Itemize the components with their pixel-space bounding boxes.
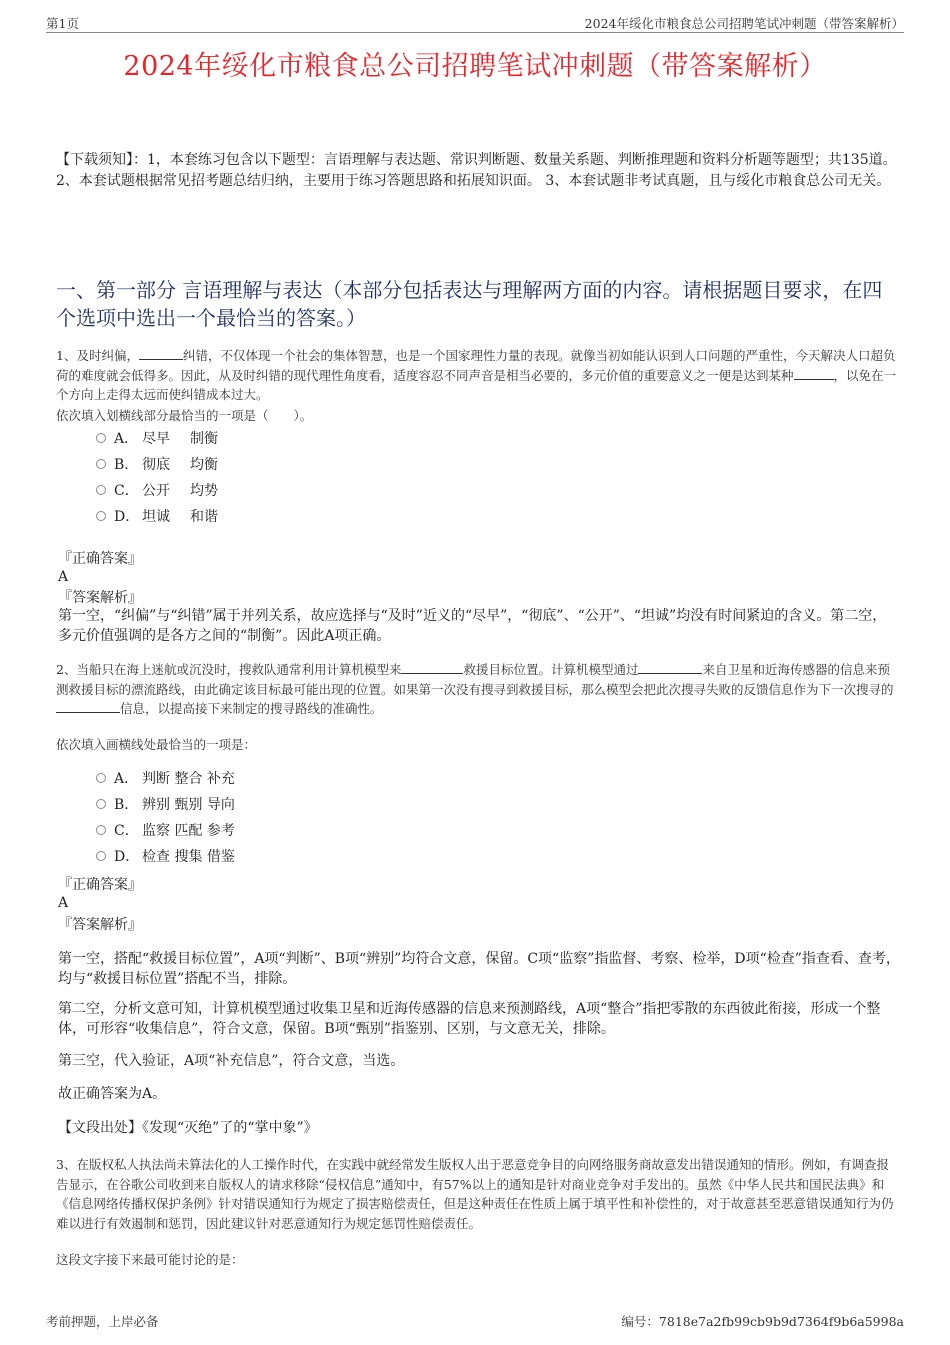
section-title: 一、第一部分 言语理解与表达（本部分包括表达与理解两方面的内容。请根据题目要求，在四个选项中选出一个最恰当的答案。） [56, 278, 883, 330]
analysis-text: 第一空，“纠偏”与“纠错”属于并列关系，故应选择与“及时”近义的“尽早”，“彻底”、“公开”、“坦诚”均没有时间紧迫的含义。第二空，多元价值强调的是各方之间的“制衡”。因此A项正确。 [58, 608, 887, 644]
option-d[interactable]: D． 检查 搜集 借鉴 [96, 843, 235, 869]
radio-icon[interactable] [96, 511, 106, 521]
footer-slogan: 考前押题，上岸必备 [46, 1314, 159, 1329]
blank-1 [401, 673, 463, 674]
answer-value: A [58, 569, 69, 585]
option-c[interactable]: C． 公开 均势 [96, 477, 218, 503]
answer-label: 『正确答案』 [58, 551, 142, 567]
option-b[interactable]: B． 辨别 甄别 导向 [96, 791, 235, 817]
header-doc-title: 2024年绥化市粮食总公司招聘笔试冲刺题（带答案解析） [584, 16, 904, 31]
radio-icon[interactable] [96, 773, 106, 783]
source-citation: 【文段出处】《发现“灭绝”了的“掌中象”》 [58, 1120, 318, 1136]
blank-2 [794, 379, 834, 380]
page-number: 第1页 [46, 16, 79, 31]
option-c[interactable]: C． 监察 匹配 参考 [96, 817, 235, 843]
question-1-options [96, 425, 218, 529]
option-d[interactable]: D． 坦诚 和谐 [96, 503, 218, 529]
page-title: 2024年绥化市粮食总公司招聘笔试冲刺题（带答案解析） [123, 51, 827, 82]
question-3-prompt: 这段文字接下来最可能讨论的是： [56, 1252, 244, 1267]
question-1-prompt: 依次填入划横线部分最恰当的一项是（ ）。 [56, 408, 313, 423]
radio-icon[interactable] [96, 799, 106, 809]
question-2-stem: 2、当船只在海上迷航或沉没时，搜救队通常利用计算机模型来 救援目标位置。计算机模型通过 来自卫星和近海传感器的信息来预测救援目标的漂流路线，由此确定该目标最可能出现的位置。如果第一次没有搜寻到救援目标，那么模型会把此次搜寻失败的反馈信息作为下一次搜寻的信息，以提高接下来制定的搜寻路线的准确性。 [56, 662, 894, 716]
analysis-paragraph-4: 故正确答案为A。 [58, 1086, 167, 1102]
download-notice: 【下载须知】：1，本套练习包含以下题型：言语理解与表达题、常识判断题、数量关系题、判断推理题和资料分析题等题型；共135道。 2、本套试题根据常见招考题总结归纳，主要用于练习答题思路和拓展知识面。 3、本套试题非考试真题，且与绥化市粮食总公司无关。 [56, 152, 897, 189]
blank-1 [139, 359, 183, 360]
page-footer [46, 1312, 904, 1330]
page-header [46, 14, 904, 33]
answer-value: A [58, 895, 69, 911]
option-a[interactable]: A． 判断 整合 补充 [96, 765, 235, 791]
analysis-paragraph-2: 第二空，分析文意可知，计算机模型通过收集卫星和近海传感器的信息来预测路线，A项“整合”指把零散的东西彼此衔接，形成一个整体，可形容“收集信息”，符合文意，保留。B项“甄别”指鉴别、区别，与文意无关，排除。 [58, 1001, 881, 1037]
footer-doc-id: 编号：7818e7a2fb99cb9b9d7364f9b6a5998a [621, 1314, 904, 1329]
question-3-stem: 3、在版权私人执法尚未算法化的人工操作时代，在实践中就经常发生版权人出于恶意竞争目的向网络服务商故意发出错误通知的情形。例如，有调查报告显示，在谷歌公司收到来自版权人的请求移除“侵权信息”通知中，有57%以上的通知是针对商业竞争对手发出的。虽然《中华人民共和国民法典》和《信息网络传播权保护条例》针对错误通知行为规定了损害赔偿责任，但是这种责任在性质上属于填平性和补偿性的，对于故意甚至恶意错误通知行为仍难以进行有效遏制和惩罚，因此建议针对恶意通知行为规定惩罚性赔偿责任。 [56, 1157, 894, 1231]
blank-3 [56, 712, 120, 713]
analysis-paragraph-3: 第三空，代入验证，A项“补充信息”，符合文意，当选。 [58, 1053, 405, 1069]
question-2-prompt: 依次填入画横线处最恰当的一项是： [56, 737, 257, 752]
radio-icon[interactable] [96, 851, 106, 861]
answer-label: 『正确答案』 [58, 877, 142, 893]
radio-icon[interactable] [96, 825, 106, 835]
analysis-label: 『答案解析』 [58, 917, 142, 933]
radio-icon[interactable] [96, 433, 106, 443]
blank-2 [638, 673, 702, 674]
radio-icon[interactable] [96, 485, 106, 495]
question-1-stem: 1、及时纠偏， 纠错，不仅体现一个社会的集体智慧，也是一个国家理性力量的表现。就像当初如能认识到人口问题的严重性，今天解决人口超负荷的难度就会低得多。因此，从及时纠错的现代理性角度看，适度容忍不同声音是相当必要的，多元价值的重要意义之一便是达到某种 ，以免在一个方向上走得太远而使纠错成本过大。 [56, 348, 897, 402]
radio-icon[interactable] [96, 459, 106, 469]
question-2-options [96, 765, 235, 869]
option-b[interactable]: B． 彻底 均衡 [96, 451, 218, 477]
option-a[interactable]: A． 尽早 制衡 [96, 425, 218, 451]
analysis-label: 『答案解析』 [58, 590, 142, 606]
analysis-paragraph-1: 第一空，搭配“救援目标位置”，A项“判断”、B项“辨别”均符合文意，保留。C项“监察”指监督、考察、检举，D项“检查”指查看、查考，均与“救援目标位置”搭配不当，排除。 [58, 951, 900, 987]
